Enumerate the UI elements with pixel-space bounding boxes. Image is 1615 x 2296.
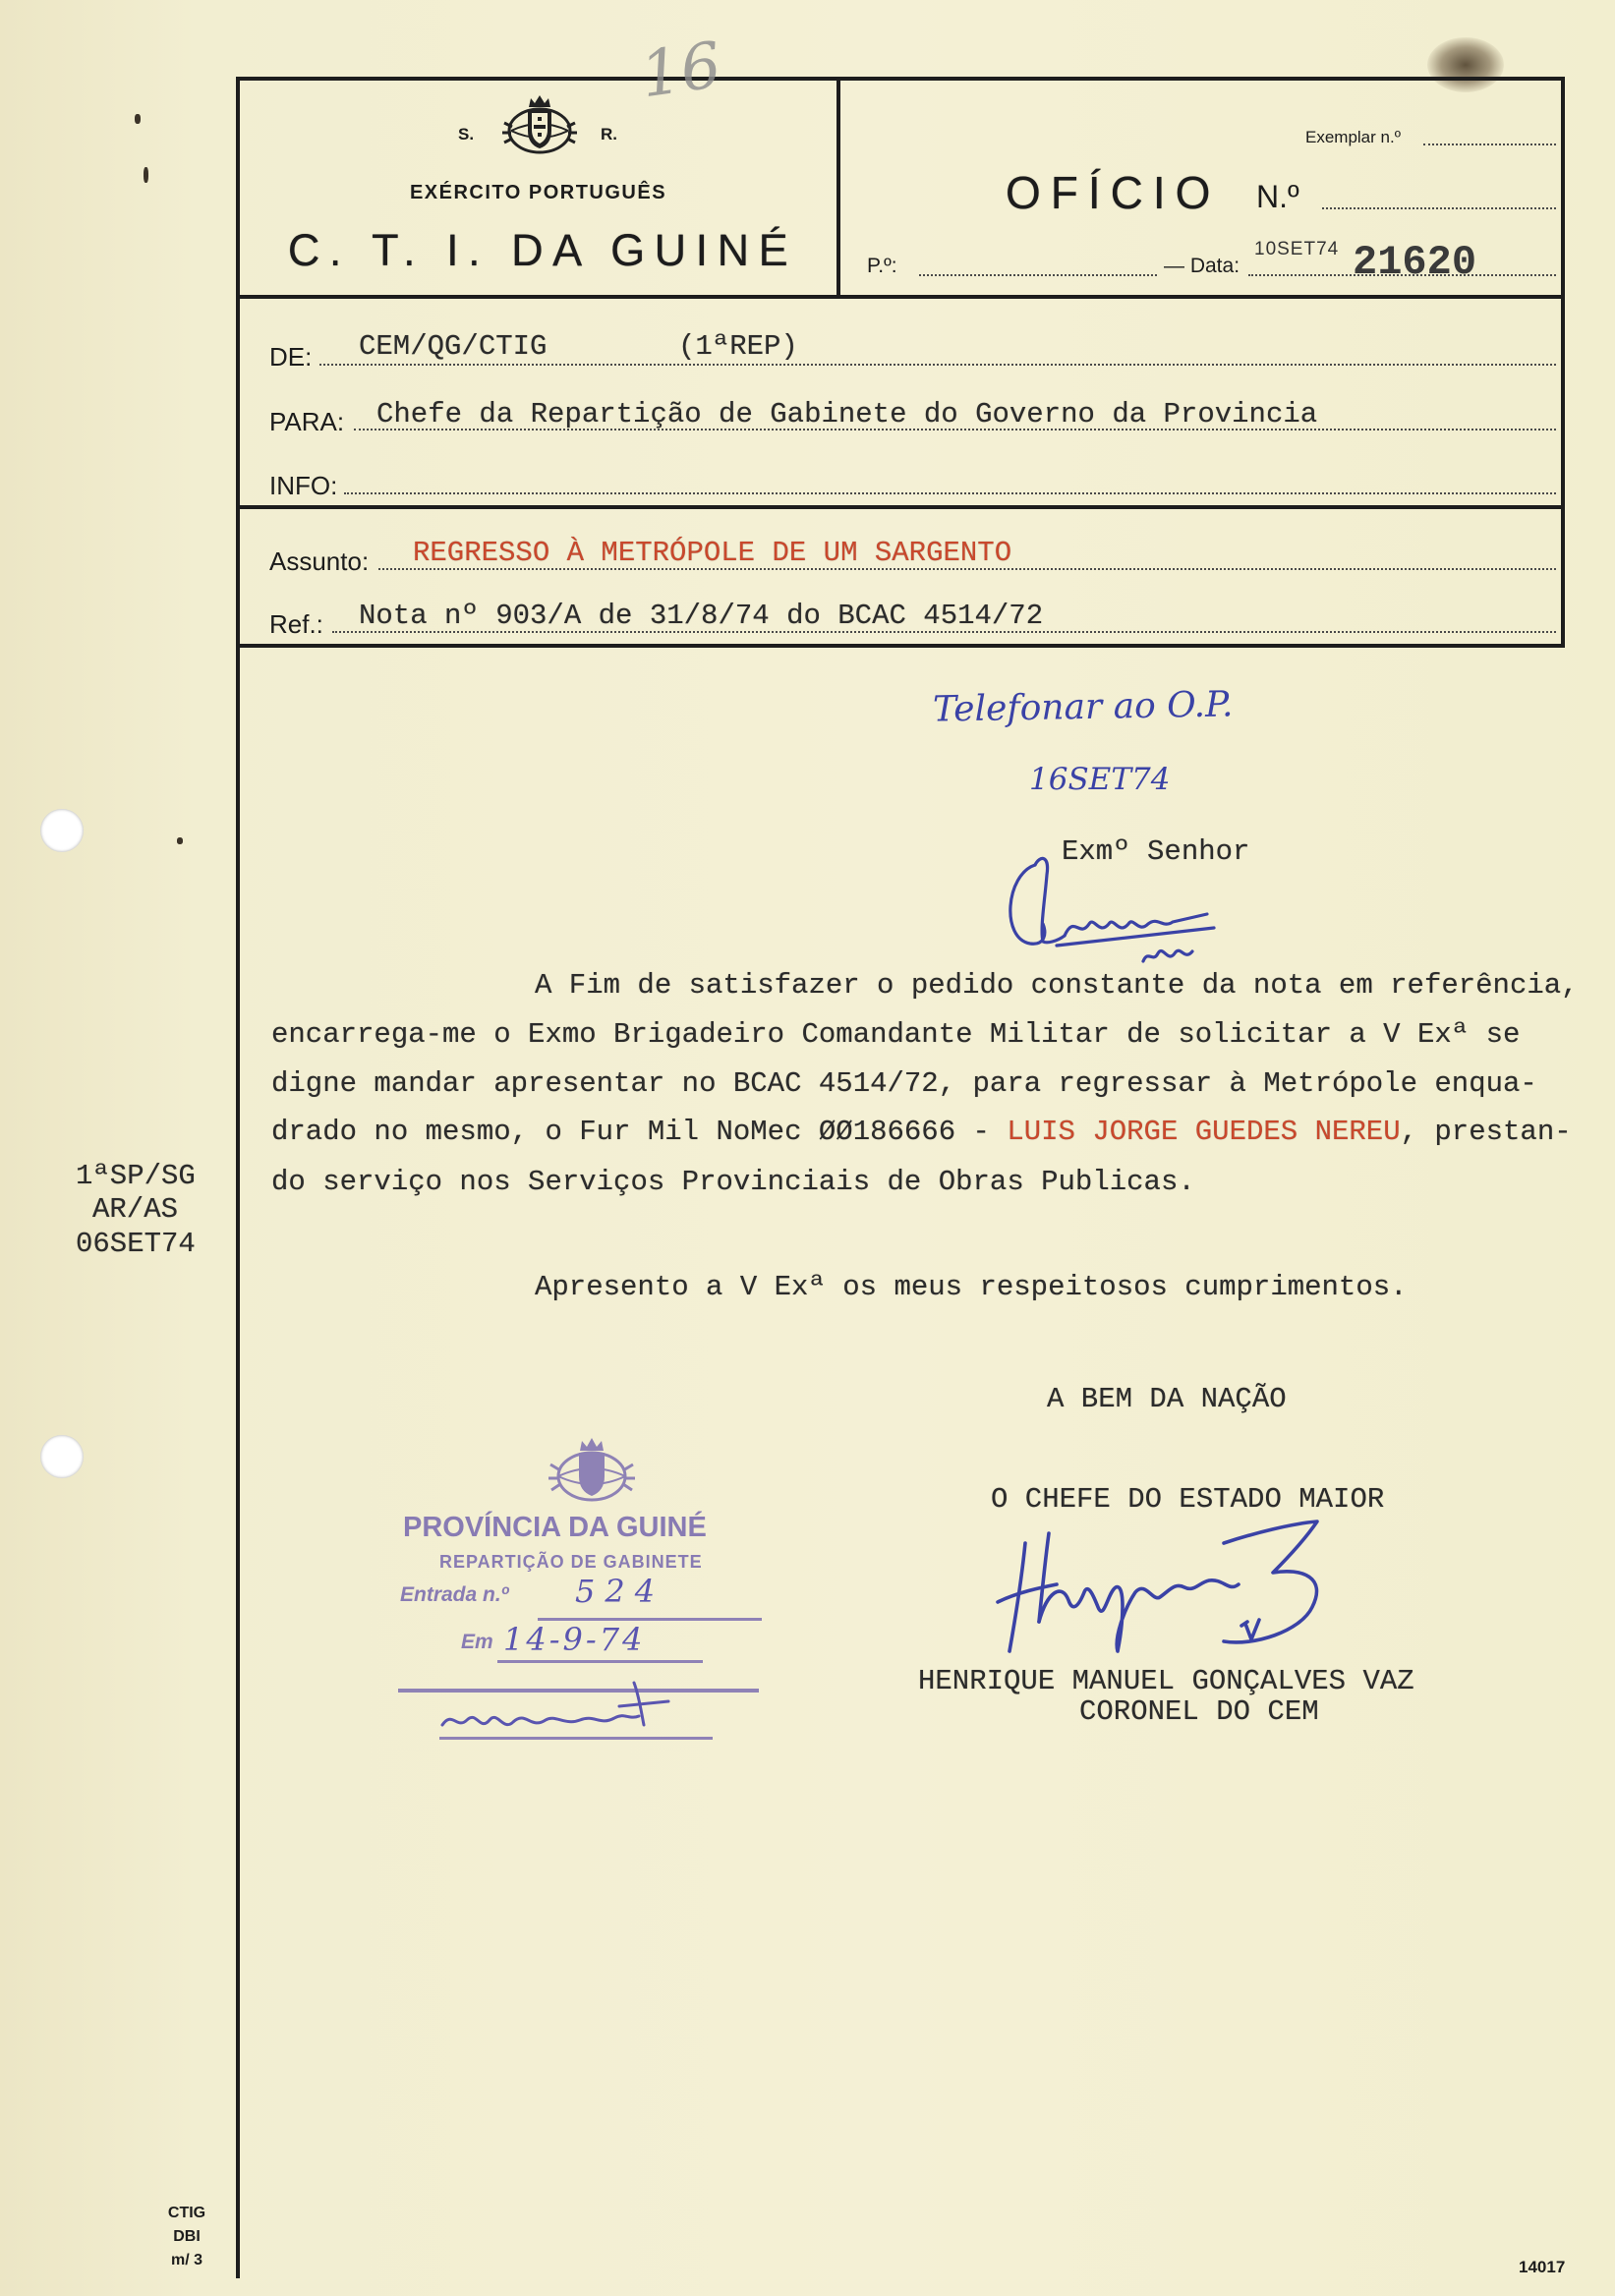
info-dotted-line [344,492,1556,494]
para-label: PARA: [269,407,345,436]
document-type: OFÍCIO [1006,167,1221,218]
ink-stain [1427,37,1504,92]
body-line-2: encarrega-me o Exmo Brigadeiro Comandante Militar de solicitar a V Exª se [271,1018,1521,1051]
stamp-date-label: Em [461,1631,493,1653]
date-label: — Data: [1164,255,1240,277]
crest-letter-r: R. [601,125,617,144]
stamp-crest-icon [543,1435,641,1510]
registry-number-stamp: 21620 [1353,239,1477,286]
closing-line: Apresento a V Exª os meus respeitosos cumprimentos. [535,1271,1408,1303]
body-line-4-end: , prestan- [1400,1116,1572,1148]
handwritten-instruction: Telefonar ao O.P. [932,684,1234,730]
info-label: INFO: [269,471,338,500]
para-value: Chefe da Repartição de Gabinete do Governo da Provincia [376,398,1318,430]
stamp-entry-label: Entrada n.º [400,1583,509,1606]
frame-bottom [236,644,1565,648]
body-line-5: do serviço nos Serviços Provinciais de Obras Publicas. [271,1166,1195,1198]
date-stamp: 10SET74 [1254,239,1340,259]
punch-hole [40,1435,84,1478]
margin-note-line: 06SET74 [76,1228,196,1260]
stamp-entry-number: 524 [575,1573,665,1610]
frame-divider-vertical [836,77,840,297]
unit-name: C. T. I. DA GUINÉ [287,225,798,275]
signatory-title: O CHEFE DO ESTADO MAIOR [991,1483,1385,1516]
folio-pencil-mark: 16 [636,29,726,113]
handwritten-date: 16SET74 [1029,762,1171,797]
body-line-4-start: drado no mesmo, o Fur Mil NoMec ØØ186666 - [271,1116,1008,1148]
paper-speck [144,167,148,183]
margin-note-line: AR/AS [92,1193,179,1226]
stamp-date: 14-9-74 [503,1621,646,1658]
signatory-name: HENRIQUE MANUEL GONÇALVES VAZ [918,1665,1414,1697]
de-section: (1ªREP) [678,330,798,363]
punch-hole [40,809,84,852]
po-dotted-line [919,274,1157,276]
body-line-3: digne mandar apresentar no BCAC 4514/72, para regressar à Metrópole enqua- [271,1067,1537,1100]
frame-top [236,77,1565,81]
motto: A BEM DA NAÇÃO [1047,1383,1287,1415]
coat-of-arms-icon [496,93,583,156]
de-dotted-line [319,364,1556,366]
paper-speck [135,114,141,124]
paper-speck [177,837,183,844]
assunto-value: REGRESSO À METRÓPOLE DE UM SARGENTO [413,537,1012,569]
organization-name: EXÉRCITO PORTUGUÊS [409,182,667,203]
stamp-bottom-rule [439,1737,713,1740]
exemplar-label: Exemplar n.º [1305,128,1401,146]
de-value: CEM/QG/CTIG [359,330,548,363]
crest-letter-s: S. [458,125,475,144]
handwritten-signature [988,1514,1381,1661]
frame-right [1561,77,1565,648]
body-line-1: A Fim de satisfazer o pedido constante da nota em referência, [535,969,1579,1002]
form-code-line: m/ 3 [170,2252,202,2268]
print-number: 14017 [1519,2258,1566,2276]
po-label: P.º: [867,255,897,277]
ref-label: Ref.: [269,609,323,639]
form-code-line: CTIG [167,2205,206,2221]
de-label: DE: [269,342,313,372]
ref-value: Nota nº 903/A de 31/8/74 do BCAC 4514/72 [359,600,1044,632]
number-dotted-line [1322,207,1556,209]
frame-left-margin-line [236,77,240,2278]
body-line-4 [271,1118,1572,1146]
exemplar-dotted-line [1423,144,1556,145]
handwritten-initials-signature [996,845,1232,973]
frame-divider-2 [236,505,1565,509]
assunto-label: Assunto: [269,546,370,576]
stamp-province: PROVÍNCIA DA GUINÉ [403,1512,707,1543]
signatory-rank: CORONEL DO CEM [1079,1695,1319,1728]
number-label: N.º [1256,179,1299,214]
stamp-department: REPARTIÇÃO DE GABINETE [439,1552,703,1572]
frame-divider-1 [236,295,1565,299]
soldier-name: LUIS JORGE GUEDES NEREU [1007,1116,1401,1148]
form-code-line: DBI [173,2228,201,2245]
salutation: Exmº Senhor [1062,835,1250,868]
stamp-date-underline [497,1660,703,1663]
margin-note-line: 1ªSP/SG [76,1160,196,1192]
